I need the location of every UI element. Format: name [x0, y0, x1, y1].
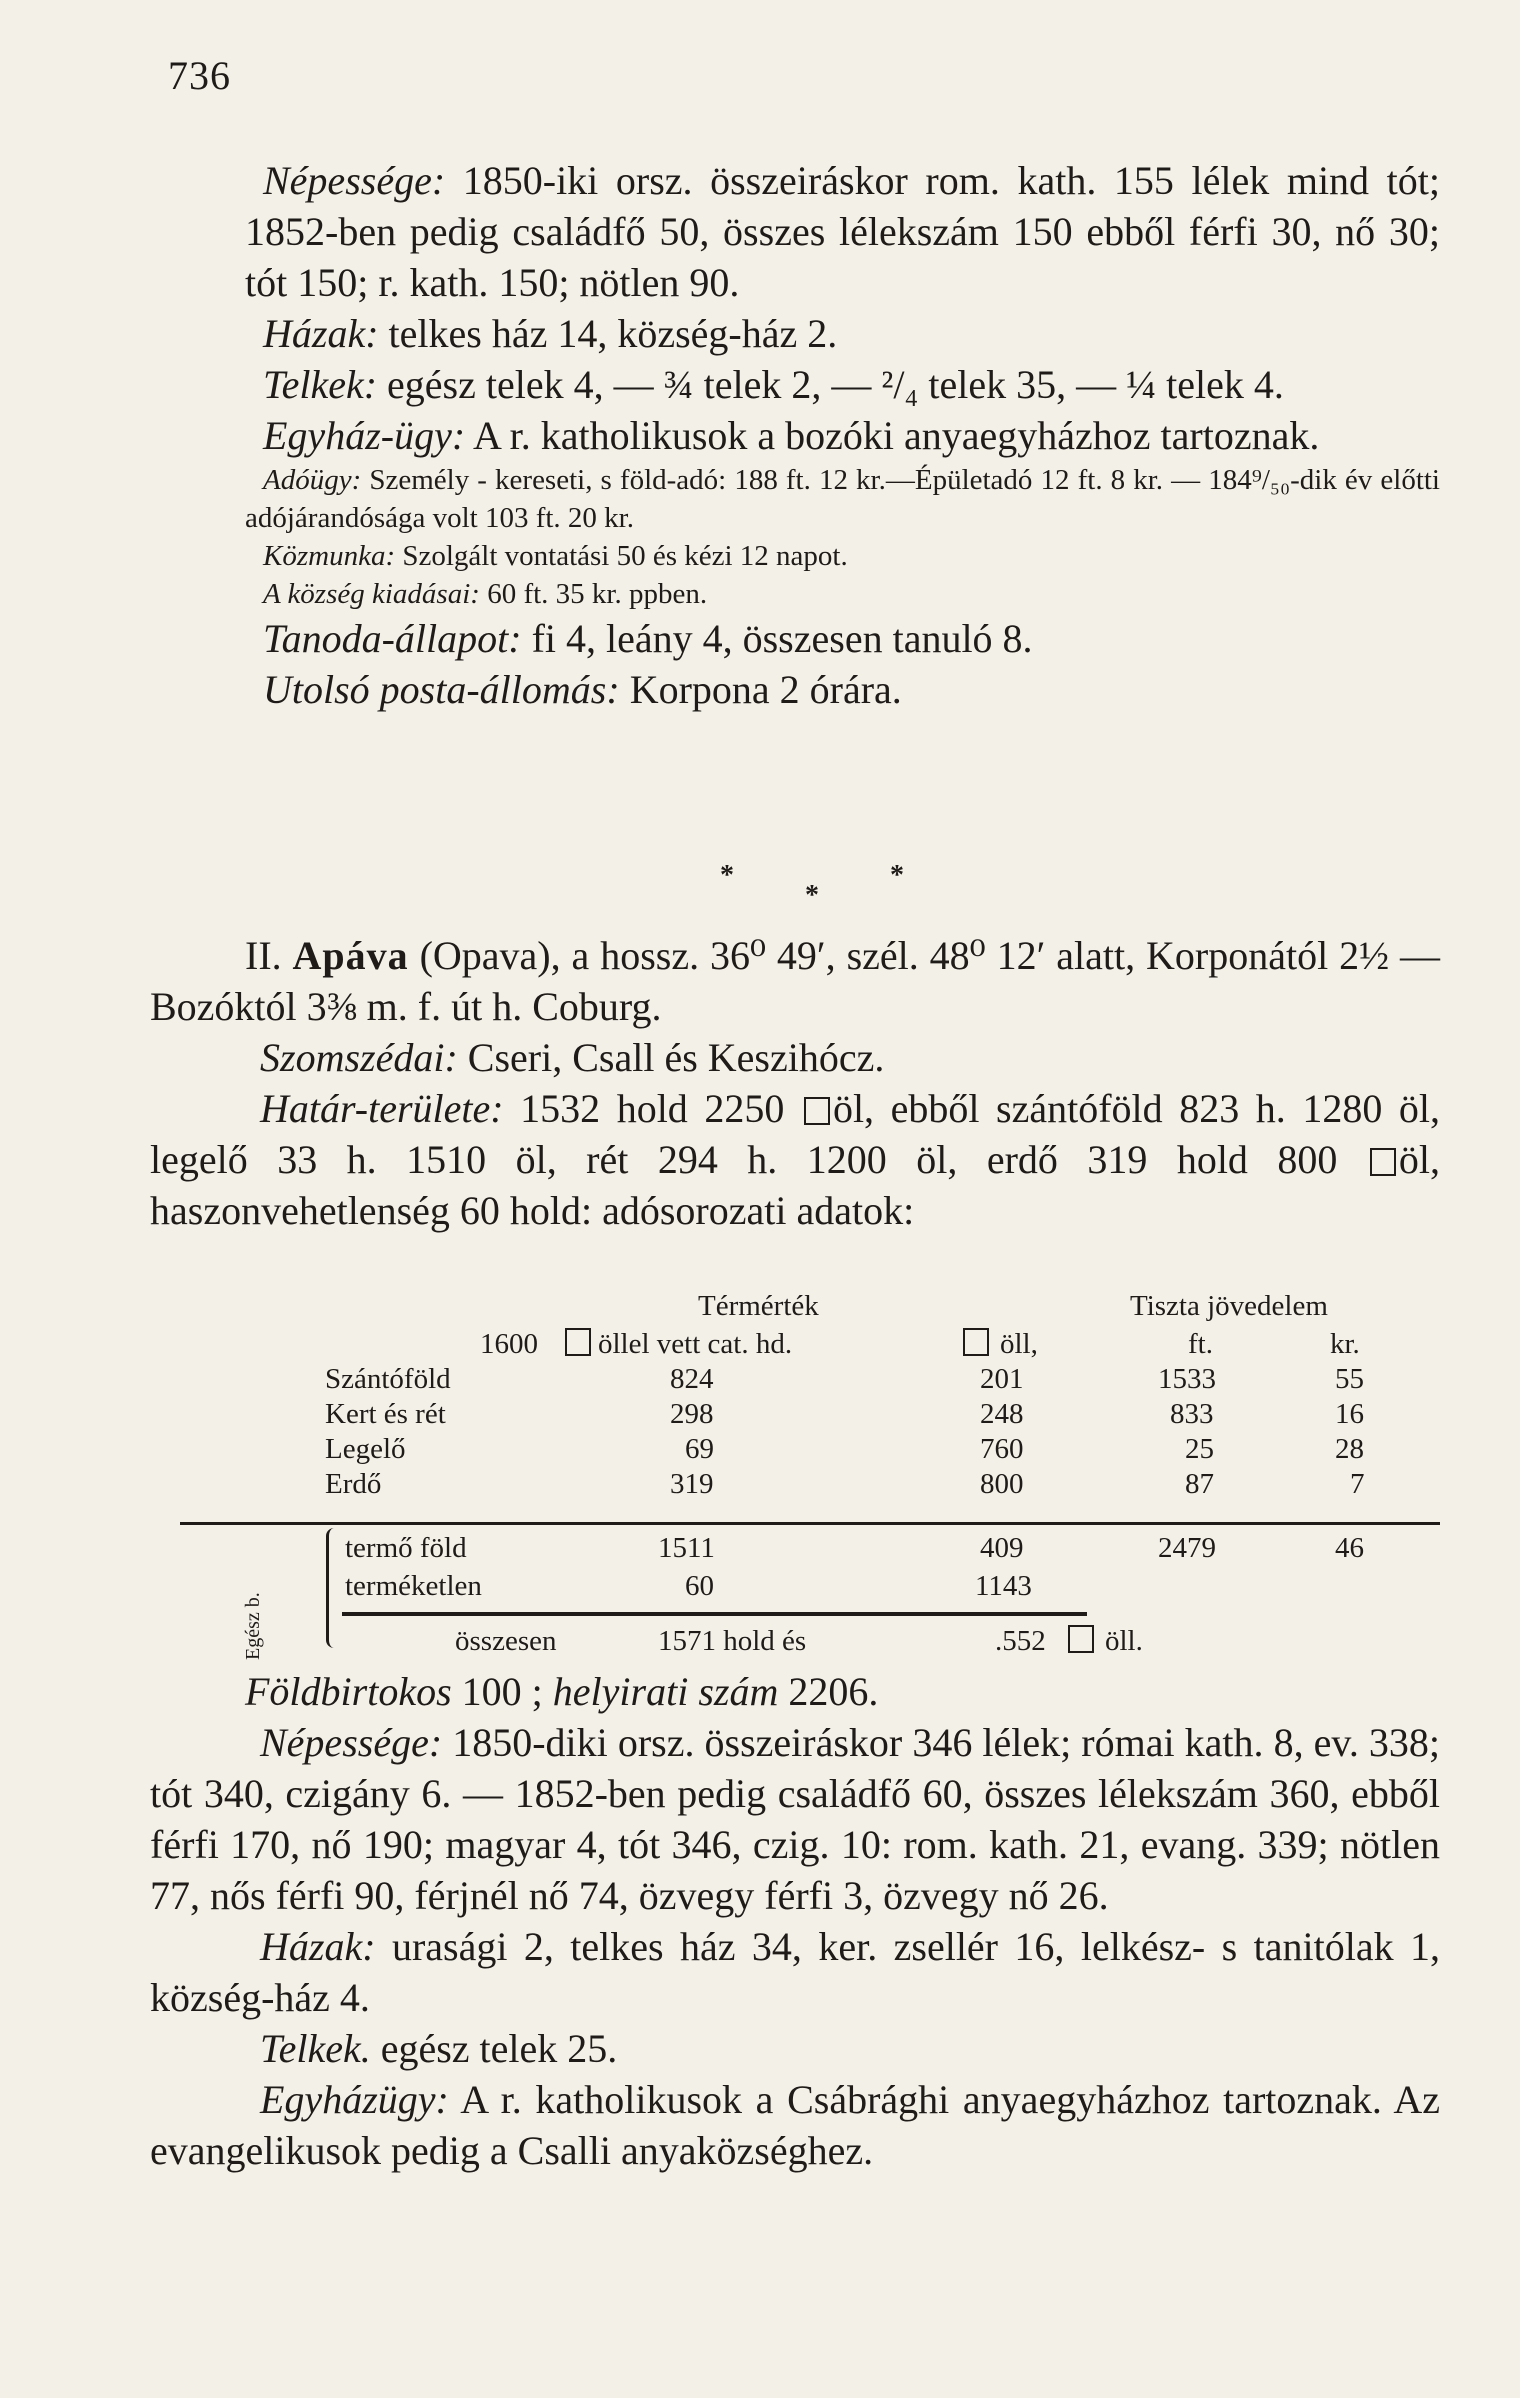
- table-rule-sub: [342, 1612, 1087, 1616]
- nepessege-label: Népessége:: [263, 158, 446, 203]
- asterisk-divider: [700, 860, 940, 910]
- square-icon: [804, 1097, 830, 1125]
- hazak-label: Házak:: [263, 311, 379, 356]
- termeketlen-hold: 60: [685, 1570, 714, 1602]
- village-name: Apáva: [292, 933, 409, 978]
- square-icon: [963, 1328, 989, 1356]
- land-table: [180, 1290, 1440, 1670]
- row-erdo-hold: 319: [670, 1468, 714, 1500]
- nepessege-text: 1850-iki orsz. összeiráskor rom. kath. 155 lélek mind tót; 1852-ben pedig családfő 50, összes lélekszám 150 ebből férfi 30, nő 30; tót 150; r. kath. 150; nötlen 90.: [245, 158, 1440, 305]
- posta-paragraph: [245, 664, 1440, 715]
- section-2: [150, 930, 1440, 1236]
- hatar-text-2: öl, ebből szántóföld 823 h. 1280 öl, legelő 33 h. 1510 öl, rét 294 h. 1200 öl, erdő 319 hold 800: [150, 1086, 1440, 1182]
- foldbirtokos-label: Földbirtokos: [245, 1669, 452, 1714]
- egyhaz-label: Egyház-ügy:: [263, 413, 466, 458]
- hatar-label: Határ-területe:: [260, 1086, 504, 1131]
- row-kert-hold: 298: [670, 1398, 714, 1430]
- osszesen-square-icon: [1065, 1625, 1097, 1658]
- page-number: 736: [168, 53, 231, 98]
- row-erdo-ft: 87: [1185, 1468, 1214, 1500]
- row-legelo-ol: 760: [980, 1433, 1024, 1465]
- termeketlen-ol: 1143: [975, 1570, 1032, 1602]
- heading-number: II.: [245, 933, 293, 978]
- osszesen-hold: 1571 hold és: [658, 1625, 807, 1657]
- osszesen-label: összesen: [455, 1625, 557, 1657]
- kiadasai-paragraph: [245, 575, 1440, 613]
- egyhazugy-paragraph: [150, 2074, 1440, 2176]
- asterisk-bottom: *: [805, 880, 819, 911]
- sub-square2-icon: [960, 1328, 992, 1361]
- posta-label: Utolsó posta-állomás:: [263, 667, 620, 712]
- adougy-label: Adóügy:: [263, 464, 362, 496]
- telkek-paragraph: [245, 359, 1440, 410]
- osszesen-ol: .552: [995, 1625, 1046, 1657]
- table-rule-main: [180, 1522, 1440, 1525]
- table-brace: [326, 1528, 343, 1648]
- square-icon: [1068, 1625, 1094, 1653]
- sub-1600: 1600: [480, 1328, 538, 1360]
- hazak2-paragraph: [150, 1921, 1440, 2023]
- termo-ft: 2479: [1158, 1532, 1216, 1564]
- row-kert-ol: 248: [980, 1398, 1024, 1430]
- osszesen-unit: öll.: [1105, 1625, 1143, 1657]
- foldbirtokos-text: 100 ;: [451, 1669, 553, 1714]
- szomszedai-paragraph: [150, 1032, 1440, 1083]
- egyhaz-text: A r. katholikusok a bozóki anyaegyházhoz tartoznak.: [465, 413, 1320, 458]
- asterisk-right: *: [890, 860, 904, 891]
- hazak2-text: urasági 2, telkes ház 34, ker. zsellér 16, lelkész- s tanitólak 1, község-ház 4.: [150, 1924, 1440, 2020]
- kozmunka-label: Közmunka:: [263, 540, 396, 572]
- termo-label: termő föld: [345, 1532, 467, 1564]
- nepessege2-label: Népessége:: [260, 1720, 443, 1765]
- adougy-text: Személy - kereseti, s föld-adó: 188 ft. 12 kr.—Épületadó 12 ft. 8 kr. — 184⁹/₅₀-dik év előtti adójárandósága volt 103 ft. 20 kr.: [245, 464, 1440, 534]
- row-kert-label: Kert és rét: [325, 1398, 446, 1430]
- row-szantofold-ft: 1533: [1158, 1363, 1216, 1395]
- foldbirtokos-paragraph: [150, 1666, 1440, 1717]
- tanoda-label: Tanoda-állapot:: [263, 616, 522, 661]
- egyhazugy-text: A r. katholikusok a Csábrághi anyaegyházhoz tartoznak. Az evangelikusok pedig a Csalli anyaközséghez.: [150, 2077, 1440, 2173]
- sub-ollel: öllel vett cat. hd.: [598, 1328, 793, 1360]
- termeketlen-label: terméketlen: [345, 1570, 482, 1602]
- telkek2-paragraph: [150, 2023, 1440, 2074]
- egesz-side-label: Egész b.: [242, 1592, 264, 1660]
- nepessege-paragraph: [245, 155, 1440, 308]
- hazak-text: telkes ház 14, község-ház 2.: [378, 311, 838, 356]
- row-legelo-hold: 69: [685, 1433, 714, 1465]
- hatar-text-3: öl, haszonvehetlenség 60 hold: adósorozati adatok:: [150, 1137, 1440, 1233]
- szomszedai-label: Szomszédai:: [260, 1035, 458, 1080]
- sub-ft: ft.: [1188, 1328, 1213, 1360]
- adougy-paragraph: [245, 461, 1440, 537]
- helyirati-text: 2206.: [778, 1669, 879, 1714]
- header-termertek: Térmérték: [698, 1290, 819, 1322]
- heading-text: (Opava), a hossz. 36⁰ 49′, szél. 48⁰ 12′ alatt, Korponától 2½ — Bozóktól 3⅜ m. f. út h. Coburg.: [150, 933, 1441, 1029]
- posta-text: Korpona 2 órára.: [619, 667, 902, 712]
- row-szantofold-hold: 824: [670, 1363, 714, 1395]
- sub-kr: kr.: [1330, 1328, 1360, 1360]
- section-3: [150, 1666, 1440, 2176]
- row-kert-ft: 833: [1170, 1398, 1214, 1430]
- square-icon: [565, 1328, 591, 1356]
- asterisk-left: *: [720, 860, 734, 891]
- telkek-label: Telkek:: [263, 362, 378, 407]
- kiadasai-label: A község kiadásai:: [263, 578, 480, 610]
- row-legelo-ft: 25: [1185, 1433, 1214, 1465]
- termo-kr: 46: [1335, 1532, 1364, 1564]
- row-legelo-label: Legelő: [325, 1433, 406, 1465]
- telkek2-label: Telkek.: [260, 2026, 371, 2071]
- row-szantofold-ol: 201: [980, 1363, 1024, 1395]
- nepessege2-paragraph: [150, 1717, 1440, 1921]
- sub-oll: öll,: [1000, 1328, 1038, 1360]
- kozmunka-paragraph: [245, 537, 1440, 575]
- tanoda-paragraph: [245, 613, 1440, 664]
- kozmunka-text: Szolgált vontatási 50 és kézi 12 napot.: [395, 540, 848, 572]
- hatar-paragraph: [150, 1083, 1440, 1236]
- row-erdo-label: Erdő: [325, 1468, 382, 1500]
- termo-hold: 1511: [658, 1532, 715, 1564]
- row-szantofold-label: Szántóföld: [325, 1363, 451, 1395]
- row-erdo-kr: 7: [1350, 1468, 1365, 1500]
- apava-heading: [150, 930, 1440, 1032]
- egyhazugy-label: Egyházügy:: [260, 2077, 449, 2122]
- row-szantofold-kr: 55: [1335, 1363, 1364, 1395]
- hazak2-label: Házak:: [260, 1924, 376, 1969]
- egyhaz-paragraph: [245, 410, 1440, 461]
- nepessege2-text: 1850-diki orsz. összeiráskor 346 lélek; római kath. 8, ev. 338; tót 340, czigány 6. — 1852-ben pedig családfő 60, összes lélekszám 360, ebből férfi 170, nő 190; magyar 4, tót 346, czig. 10: rom. kath. 21, evang. 339; nötlen 77, nős férfi 90, férjnél nő 74, özvegy férfi 3, özvegy nő 26.: [150, 1720, 1440, 1918]
- termo-ol: 409: [980, 1532, 1024, 1564]
- kiadasai-text: 60 ft. 35 kr. ppben.: [479, 578, 708, 610]
- square-icon: [1370, 1148, 1396, 1176]
- hatar-text-1: 1532 hold 2250: [503, 1086, 801, 1131]
- sub-square-icon: [562, 1328, 594, 1361]
- row-erdo-ol: 800: [980, 1468, 1024, 1500]
- section-1: [245, 155, 1440, 715]
- header-tiszta: Tiszta jövedelem: [1130, 1290, 1328, 1322]
- row-legelo-kr: 28: [1335, 1433, 1364, 1465]
- tax-notes: [245, 461, 1440, 613]
- row-kert-kr: 16: [1335, 1398, 1364, 1430]
- tanoda-text: fi 4, leány 4, összesen tanuló 8.: [521, 616, 1033, 661]
- szomszedai-text: Cseri, Csall és Keszihócz.: [457, 1035, 885, 1080]
- hazak-paragraph: [245, 308, 1440, 359]
- telkek-text: egész telek 4, — ¾ telek 2, — ²/₄ telek 35, — ¼ telek 4.: [377, 362, 1284, 407]
- helyirati-label: helyirati szám: [552, 1669, 779, 1714]
- telkek2-text: egész telek 25.: [370, 2026, 618, 2071]
